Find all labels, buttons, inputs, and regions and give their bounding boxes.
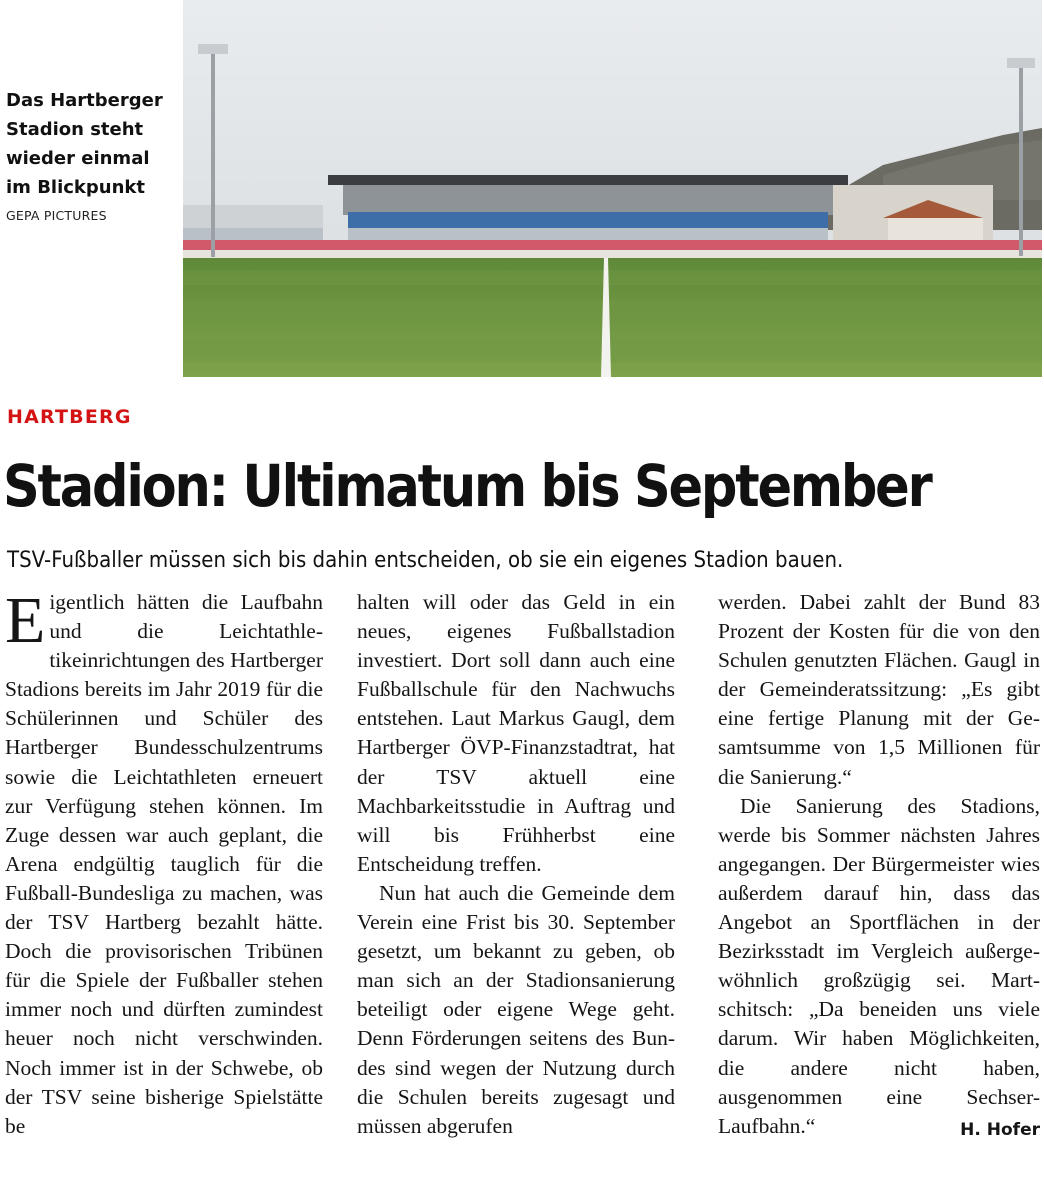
paragraph: werden. Dabei zahlt der Bund 83 Prozent der Kosten für die von den Schulen genutzten Flächen. Gaugl in der Gemeinderatssitzung: „Es gibt eine fertige Planung mit der Gesamtsumme von 1,5 Millionen für die Sanierung.“ <box>718 590 1040 789</box>
author-byline: H. Hofer <box>960 1119 1040 1140</box>
paragraph: halten will oder das Geld in ein neues, eigenes Fußballstadion investiert. Dort soll dann auch eine Fußballschule für den Nachwuchs entstehen. Laut Markus Gaugl, dem Hartberger ÖVP-Finanzstadtrat, hat der TSV aktuell eine Machbarkeitsstudie in Auftrag und will bis Frühherbst eine Entscheidung treffen. <box>357 590 675 876</box>
article-headline: Stadion: Ultimatum bis September <box>3 452 931 520</box>
paragraph: Nun hat auch die Gemeinde dem Verein eine Frist bis 30. September gesetzt, um bekannt zu geben, ob man sich an der Stadionsanierung beteiligt oder eigene Wege geht. Denn Förderungen seitens des Bundes sind wegen der Nutzung durch die Schulen bereits zugesagt und müssen abgerufen <box>357 880 675 1138</box>
caption-text: Das Hartberger Stadion steht wieder einmal im Blickpunkt <box>6 90 163 198</box>
stadium-photo <box>183 0 1042 377</box>
article-kicker: HARTBERG <box>7 406 132 428</box>
paragraph <box>5 584 323 1141</box>
paragraph-text: igentlich hätten die Laufbahn und die Leichtathletikeinrichtungen des Hartberger Stadions bereits im Jahr 2019 für die Schülerinnen und Schüler des Hartberger Bundesschulzentrums sowie die Leichtathleten erneuert zur Verfügung stehen können. Im Zuge dessen war auch geplant, die Arena endgültig tauglich für die Fußball-Bundesliga zu machen, was der TSV Hartberg bezahlt hätte. Doch die provisorischen Tribünen für die Spiele der Fußballer stehen immer noch und dürften zumindest heuer noch nicht verschwinden. Noch immer ist in der Schwebe, ob der TSV seine bisherige Spielstätte be <box>5 590 323 1138</box>
drop-cap: E <box>5 584 46 657</box>
article-column-2 <box>357 588 675 1141</box>
article-subheadline: TSV-Fußballer müssen sich bis dahin entscheiden, ob sie ein eigenes Stadion bauen. <box>7 548 844 573</box>
article-column-1 <box>5 584 323 1141</box>
paragraph-text: Die Sanierung des Stadions, werde bis Sommer nächsten Jahres angegangen. Der Bürgermeister wies außerdem darauf hin, dass das Angebot an Sportflächen in der Bezirksstadt im Vergleich außergewöhnlich großzügig sei. Martschitsch: „Da beneiden uns viele darum. Wir haben Möglichkeiten, die andere nicht haben, ausgenommen eine Sechser-Laufbahn.“ <box>718 793 1040 1138</box>
paragraph <box>718 792 1040 1141</box>
article-column-3 <box>718 588 1040 1145</box>
photo-credit: GEPA PICTURES <box>6 208 107 223</box>
photo-caption <box>6 86 176 223</box>
